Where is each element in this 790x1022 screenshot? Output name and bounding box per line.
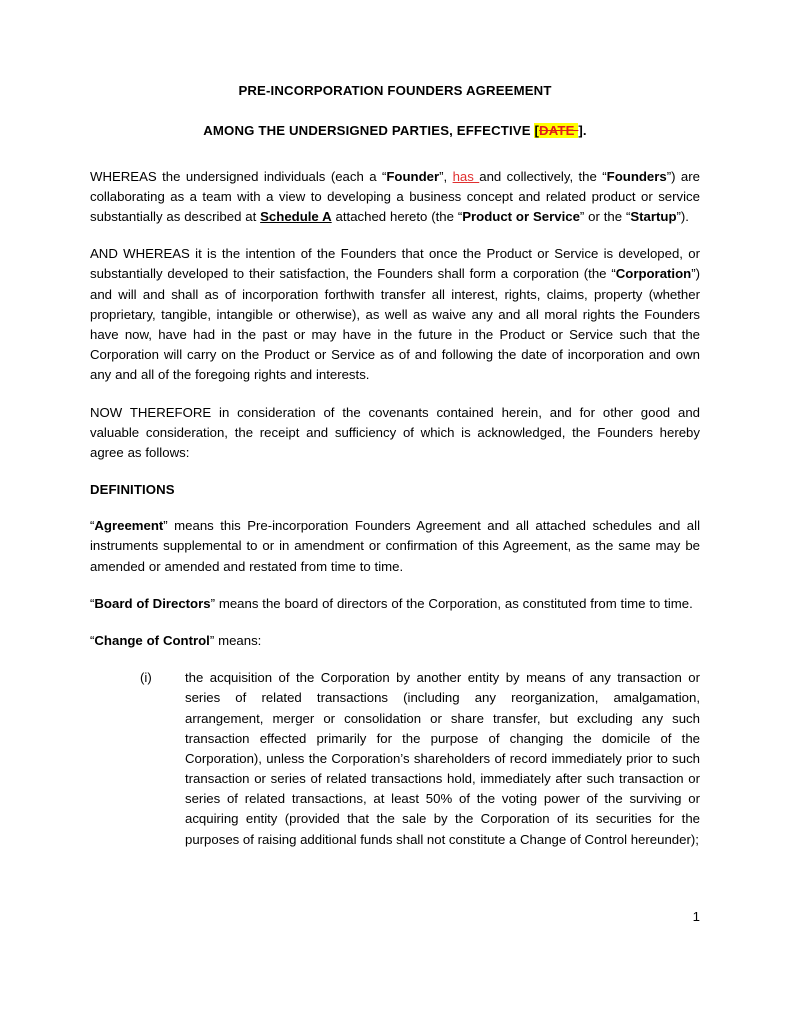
- and-whereas-tail: ”) and will and shall as of incorporation forthwith transfer all interest, rights, claims, property (whether proprietary, tangible, intangible or otherwise), as well as waive any and all moral rights the Founders have now, have had in the past or may have in the future in the Product or Service such that the Corporation will carry on the Product or Service as of and following the date of incorporation and own any and all of the foregoing rights and interests.: [90, 266, 700, 383]
- section-heading-definitions: DEFINITIONS: [90, 482, 175, 498]
- definition-change-of-control: [90, 631, 700, 651]
- defined-term-board-of-directors: Board of Directors: [94, 595, 211, 611]
- document-subtitle: [90, 122, 700, 140]
- recital-whereas: [90, 167, 700, 228]
- definition-agreement: [90, 516, 700, 577]
- clause-item: [90, 668, 700, 850]
- defined-term-founder: Founder: [386, 168, 440, 184]
- clause-marker: (i): [140, 670, 152, 686]
- defined-term-startup: Startup: [630, 209, 677, 224]
- bracket-close: ].: [578, 122, 587, 138]
- defined-term-founders: Founders: [606, 168, 667, 184]
- open-quote: “: [90, 595, 95, 611]
- definition-board-of-directors-text: ” means the board of directors of the Corporation, as constituted from time to time.: [210, 595, 693, 611]
- definition-board-of-directors: [90, 594, 700, 614]
- whereas-or-the: ” or the “: [579, 209, 631, 224]
- clause-text: the acquisition of the Corporation by another entity by means of any transaction or series of related transactions (including any reorganization, amalgamation, arrangement, merger or consolidation or share transfer, but excluding any such transaction effected primarily for the purpose of changing the domicile of the Corporation), unless the Corporation’s shareholders of record immediately prior to such transaction or series of related transactions hold, immediately after such transaction or series of related transactions, at least 50% of the voting power of the surviving or acquiring entity (provided that the sale by the Corporation of its securities for the purposes of raising additional funds shall not constitute a Change of Control hereunder);: [185, 670, 700, 847]
- defined-term-product-or-service: Product or Service: [462, 209, 580, 224]
- whereas-mid: ”) are collaborating as a team with a view to developing a business concept and related product or service substantially as described at: [90, 168, 700, 224]
- definition-change-of-control-text: ” means:: [209, 632, 262, 648]
- whereas-after-insert: and collectively, the “: [479, 168, 607, 184]
- page-title: PRE-INCORPORATION FOUNDERS AGREEMENT: [238, 83, 552, 98]
- recital-now-therefore: NOW THEREFORE in consideration of the covenants contained herein, and for other good and valuable consideration, the receipt and sufficiency of which is acknowledged, the Founders hereby agree as follows:: [90, 404, 700, 460]
- page-number: 1: [692, 909, 700, 924]
- recital-and-whereas: [90, 244, 700, 385]
- bracket-open: [: [534, 122, 540, 138]
- tracked-insertion-has: has: [452, 168, 480, 184]
- schedule-a-reference: Schedule A: [260, 209, 332, 224]
- whereas-after-schedule: attached hereto (the “: [331, 209, 463, 224]
- effective-date-placeholder: [534, 123, 578, 138]
- date-token-deleted: DATE: [539, 122, 579, 138]
- open-quote: “: [90, 632, 95, 648]
- whereas-lead: WHEREAS the undersigned individuals (each a “: [90, 168, 387, 184]
- and-whereas-lead: AND WHEREAS it is the intention of the Founders that once the Product or Service is developed, or substantially developed to their satisfaction, the Founders shall form a corporation (the “: [90, 246, 700, 282]
- whereas-after-founder: ”,: [439, 168, 453, 184]
- open-quote: “: [90, 518, 95, 534]
- document-body: [90, 82, 700, 867]
- subtitle-lead-text: AMONG THE UNDERSIGNED PARTIES, EFFECTIVE: [203, 122, 535, 138]
- whereas-tail: ”).: [676, 209, 689, 224]
- defined-term-agreement: Agreement: [94, 518, 164, 534]
- defined-term-corporation: Corporation: [615, 266, 692, 282]
- definition-agreement-text: ” means this Pre-incorporation Founders Agreement and all attached schedules and all instruments supplemental to or in amendment or confirmation of this Agreement, as the same may be amended or amended and restated from time to time.: [90, 518, 700, 574]
- defined-term-change-of-control: Change of Control: [94, 632, 210, 648]
